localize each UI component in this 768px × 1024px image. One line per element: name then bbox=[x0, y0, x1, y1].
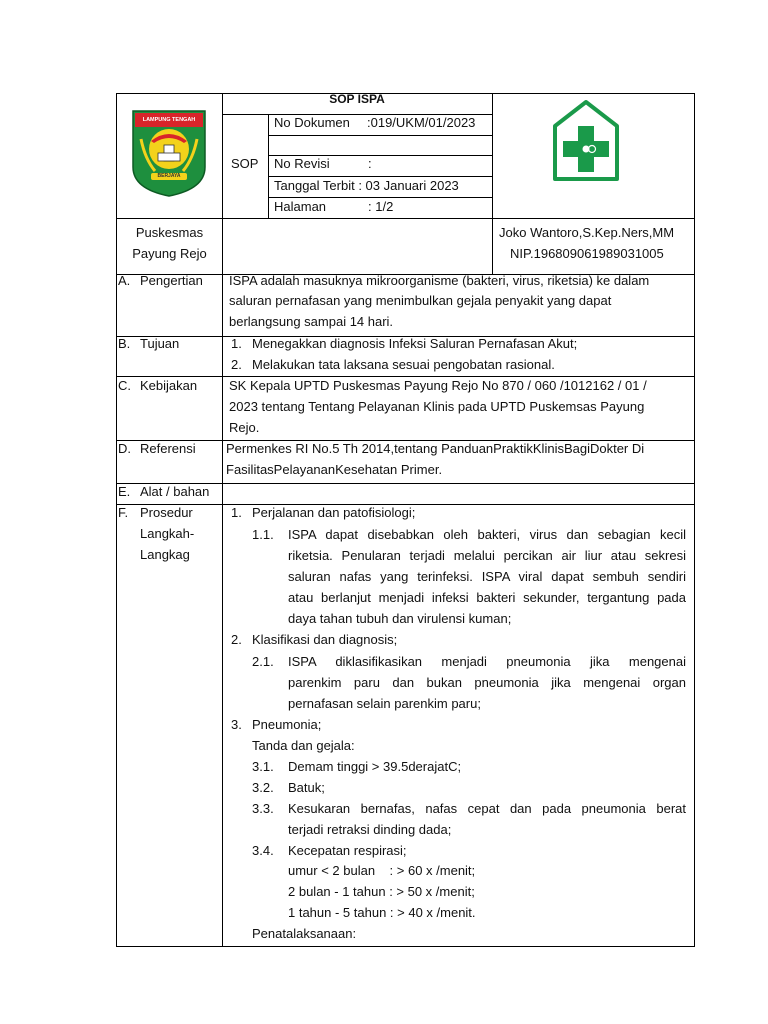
procedure-subitem-line: Kecepatan respirasi; bbox=[288, 843, 407, 858]
page-value: : 1/2 bbox=[368, 199, 394, 214]
procedure-subitem-line: saluran nafas yang terinfeksi. ISPA viral dapat sembuh sendiri bbox=[288, 569, 686, 584]
doc-title: SOP ISPA bbox=[329, 92, 385, 106]
procedure-subitem-num: 3.1. bbox=[252, 759, 274, 774]
procedure-subitem-line: terjadi retraksi dinding dada; bbox=[288, 822, 452, 837]
section-b-letter: B. bbox=[118, 336, 131, 351]
section-c-letter: C. bbox=[118, 378, 131, 393]
tujuan-item: Melakukan tata laksana sesuai pengobatan rasional. bbox=[252, 357, 555, 372]
procedure-subitem-num: 3.3. bbox=[252, 801, 274, 816]
signer-nip: NIP.196809061989031005 bbox=[510, 246, 664, 261]
section-d-line: FasilitasPelayananKesehatan Primer. bbox=[226, 462, 443, 477]
section-a-line: saluran pernafasan yang menimbulkan gejala penyakit yang dapat bbox=[229, 293, 612, 308]
procedure-item-num: 2. bbox=[231, 632, 242, 647]
procedure-subitem-line: daya tahan tubuh dan virulensi kuman; bbox=[288, 611, 512, 626]
procedure-item-num: 3. bbox=[231, 717, 242, 732]
respiration-rate-line: umur < 2 bulan : > 60 x /menit; bbox=[288, 863, 476, 878]
lampung-tengah-logo bbox=[131, 109, 207, 197]
section-b-label: Tujuan bbox=[140, 336, 180, 351]
section-d-line: Permenkes RI No.5 Th 2014,tentang PanduanPraktikKlinisBagiDokter Di bbox=[226, 441, 645, 456]
section-c-line: SK Kepala UPTD Puskesmas Payung Rejo No 870 / 060 /1012162 / 01 / bbox=[229, 378, 647, 393]
doc-number-value: :019/UKM/01/2023 bbox=[367, 115, 476, 130]
tujuan-item: Menegakkan diagnosis Infeksi Saluran Pernafasan Akut; bbox=[252, 336, 578, 351]
section-e-label: Alat / bahan bbox=[140, 484, 210, 499]
procedure-item-title: Perjalanan dan patofisiologi; bbox=[252, 505, 416, 520]
procedure-subitem-line: parenkim paru dan bukan pneumonia jika mengenai organ bbox=[288, 675, 686, 690]
logo-banner-bottom-text: BERJAYA bbox=[157, 173, 181, 179]
section-a-line: berlangsung sampai 14 hari. bbox=[229, 314, 394, 329]
puskesmas-name-line1: Puskesmas bbox=[135, 225, 204, 240]
section-f-letter: F. bbox=[118, 505, 129, 520]
procedure-subitem-line: Batuk; bbox=[288, 780, 325, 795]
revision-value: : bbox=[368, 156, 372, 171]
procedure-subitem-num: 3.4. bbox=[252, 843, 274, 858]
procedure-subitem-line: ISPA dapat disebabkan oleh bakteri, virus dan sebagian kecil bbox=[288, 527, 686, 542]
section-e-letter: E. bbox=[118, 484, 131, 499]
procedure-subitem-num: 3.2. bbox=[252, 780, 274, 795]
section-f-label: Prosedur bbox=[140, 505, 193, 520]
symptoms-heading: Tanda dan gejala: bbox=[252, 738, 355, 753]
logo-banner-top-text: LAMPUNG TENGAH bbox=[142, 117, 196, 123]
procedure-subitem-line: Demam tinggi > 39.5derajatC; bbox=[288, 759, 462, 774]
procedure-subitem-line: ISPA diklasifikasikan menjadi pneumonia jika mengenai bbox=[288, 654, 686, 669]
section-a-letter: A. bbox=[118, 273, 131, 288]
procedure-subitem-line: atau berlanjut menjadi infeksi bakteri sekunder, tergantung pada bbox=[288, 590, 686, 605]
revision-label: No Revisi bbox=[274, 156, 330, 171]
issue-date: Tanggal Terbit : 03 Januari 2023 bbox=[274, 178, 459, 193]
tujuan-item-num: 1. bbox=[231, 336, 242, 351]
procedure-item-title: Pneumonia; bbox=[252, 717, 322, 732]
management-heading: Penatalaksanaan: bbox=[252, 926, 357, 941]
procedure-subitem-num: 2.1. bbox=[252, 654, 274, 669]
section-f-label: Langkah- bbox=[140, 526, 195, 541]
procedure-subitem-line: Kesukaran bernafas, nafas cepat dan pada pneumonia berat bbox=[288, 801, 686, 816]
procedure-subitem-line: pernafasan selain parenkim paru; bbox=[288, 696, 481, 711]
section-d-letter: D. bbox=[118, 441, 131, 456]
respiration-rate-line: 2 bulan - 1 tahun : > 50 x /menit; bbox=[288, 884, 475, 899]
procedure-item-title: Klasifikasi dan diagnosis; bbox=[252, 632, 398, 647]
sop-label: SOP bbox=[231, 156, 259, 171]
page-label: Halaman bbox=[274, 199, 327, 214]
puskesmas-name-line2: Payung Rejo bbox=[132, 246, 207, 261]
puskesmas-logo bbox=[551, 99, 621, 182]
procedure-item-num: 1. bbox=[231, 505, 242, 520]
procedure-subitem-line: riketsia. Penularan terjadi melalui percikan air liur atau sekresi bbox=[288, 548, 686, 563]
tujuan-item-num: 2. bbox=[231, 357, 242, 372]
section-c-label: Kebijakan bbox=[140, 378, 198, 393]
section-a-label: Pengertian bbox=[140, 273, 203, 288]
respiration-rate-line: 1 tahun - 5 tahun : > 40 x /menit. bbox=[288, 905, 476, 920]
section-f-label: Langkag bbox=[140, 547, 190, 562]
section-c-line: 2023 tentang Tentang Pelayanan Klinis pada UPTD Puskemsas Payung bbox=[229, 399, 645, 414]
signer-name: Joko Wantoro,S.Kep.Ners,MM bbox=[499, 225, 675, 240]
section-d-label: Referensi bbox=[140, 441, 196, 456]
doc-number-label: No Dokumen bbox=[274, 115, 350, 130]
procedure-subitem-num: 1.1. bbox=[252, 527, 274, 542]
section-a-line: ISPA adalah masuknya mikroorganisme (bakteri, virus, riketsia) ke dalam bbox=[229, 273, 650, 288]
section-c-line: Rejo. bbox=[229, 420, 260, 435]
